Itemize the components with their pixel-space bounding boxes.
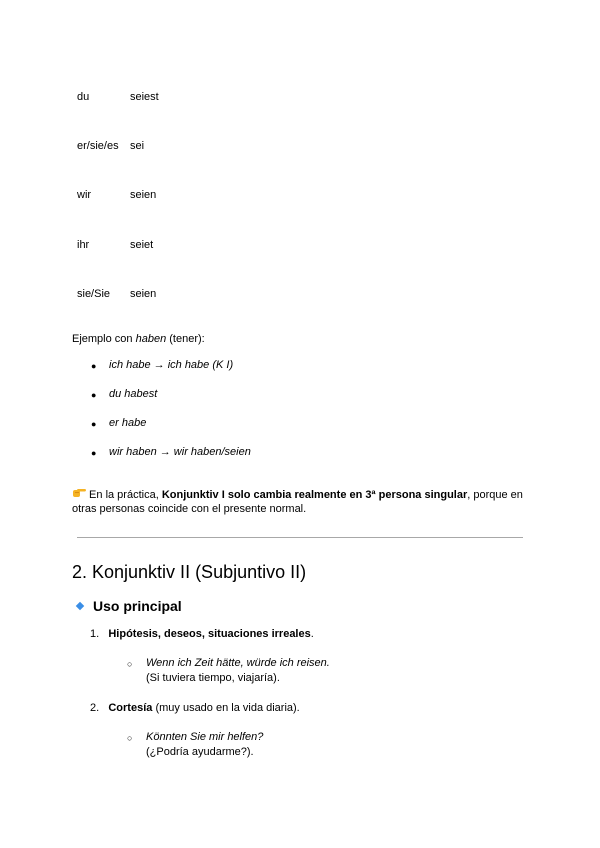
note-bold: Konjunktiv I solo cambia realmente en 3ª persona singular <box>161 489 468 501</box>
numbered-item-2: 2. Cortesía (muy usado en la vida diaria). <box>90 702 300 714</box>
numbered-item-1: 1. Hipótesis, deseos, situaciones irreales. <box>90 628 314 640</box>
list-item: du habest <box>109 388 158 400</box>
bullet-icon: ● <box>91 390 97 400</box>
pronoun-sie-Sie: sie/Sie <box>77 288 111 300</box>
list-item: er habe <box>109 417 147 429</box>
circle-bullet-icon: ○ <box>127 733 133 743</box>
example-german: Könnten Sie mir helfen? <box>146 731 264 743</box>
pronoun-wir: wir <box>77 189 92 201</box>
bullet-icon: ● <box>91 361 97 371</box>
form-er-sie-es: sei <box>130 140 145 152</box>
circle-bullet-icon: ○ <box>127 659 133 669</box>
list-item: ich habe → ich habe (K I) <box>109 359 234 371</box>
diamond-icon <box>76 602 84 610</box>
bullet-icon: ● <box>91 419 97 429</box>
pronoun-er-sie-es: er/sie/es <box>77 140 119 152</box>
note-line-1: En la práctica, Konjunktiv I solo cambia realmente en 3ª persona singular, porque en <box>72 487 523 501</box>
form-ihr: seiet <box>130 239 154 251</box>
form-du: seiest <box>130 91 159 103</box>
example-spanish: (¿Podría ayudarme?). <box>146 746 254 758</box>
section-title: 2. Konjunktiv II (Subjuntivo II) <box>72 562 307 582</box>
note-line-2: otras personas coincide con el presente normal. <box>72 503 307 515</box>
example-spanish: (Si tuviera tiempo, viajaría). <box>146 672 280 684</box>
pronoun-ihr: ihr <box>77 239 90 251</box>
example-german: Wenn ich Zeit hätte, würde ich reisen. <box>146 657 330 669</box>
horizontal-divider <box>77 537 523 538</box>
pointing-hand-icon <box>72 487 86 501</box>
example-intro: Ejemplo con haben (tener): <box>72 333 205 345</box>
section-subtitle: Uso principal <box>75 598 182 614</box>
form-wir: seien <box>130 189 157 201</box>
list-item: wir haben → wir haben/seien <box>109 446 251 458</box>
bullet-icon: ● <box>91 448 97 458</box>
example-verb: haben <box>135 333 167 345</box>
pronoun-du: du <box>77 91 90 103</box>
form-sie-Sie: seien <box>130 288 157 300</box>
